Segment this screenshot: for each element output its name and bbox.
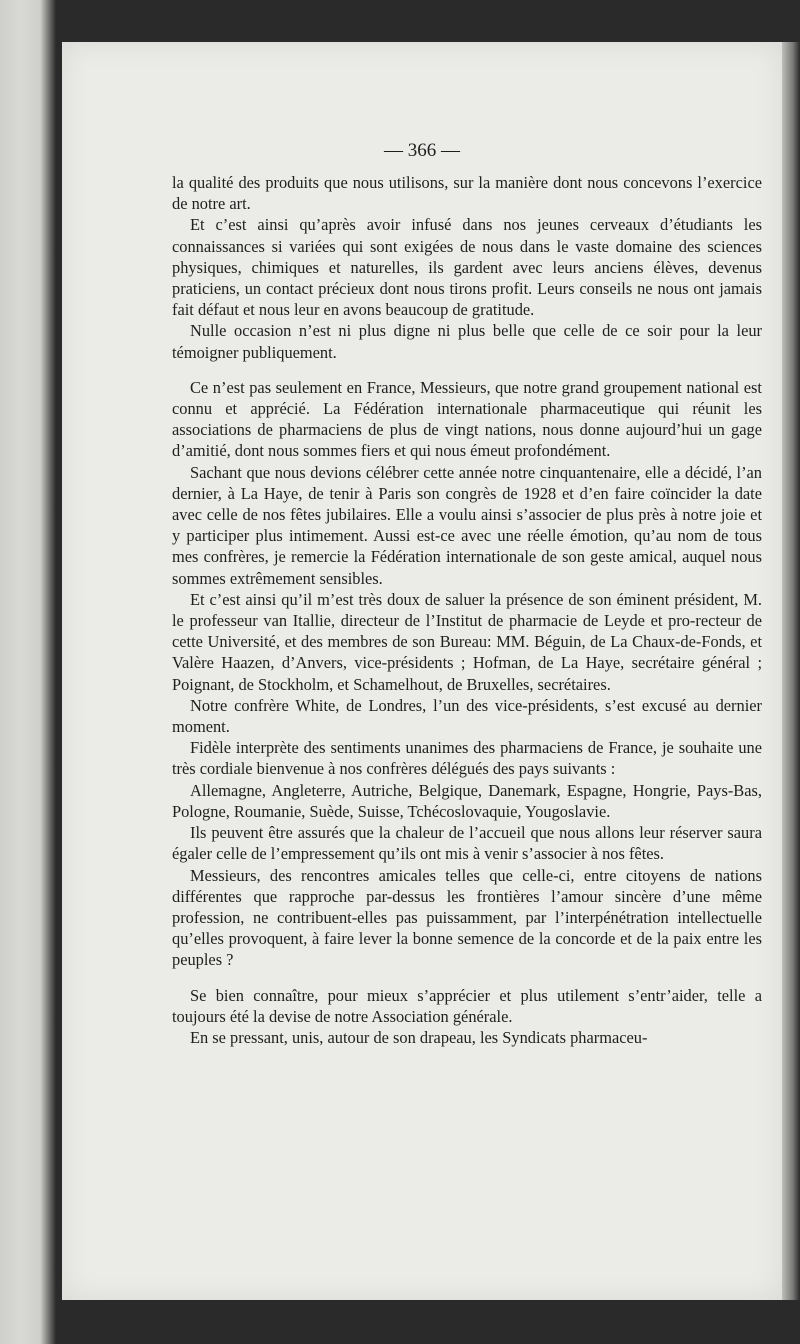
paragraph: la qualité des produits que nous utilisons, sur la manière dont nous concevons l’exercice de notre art. <box>172 173 762 214</box>
paragraph: Ils peuvent être assurés que la chaleur de l’accueil que nous allons leur réserver saura égaler celle de l’empressement qu’ils ont mis à venir s’associer à nos fêtes. <box>172 823 762 864</box>
paragraph: Nulle occasion n’est ni plus digne ni plus belle que celle de ce soir pour la leur témoigner publiquement. <box>172 321 762 362</box>
paragraph: Ce n’est pas seulement en France, Messieurs, que notre grand groupement national est connu et apprécié. La Fédération internationale pharmaceutique qui réunit les associations de pharmaciens de plus de vingt nations, nous donne aujourd’hui un gage d’amitié, dont nous sommes fiers et qui nous émeut profondément. <box>172 377 762 461</box>
paragraph: Messieurs, des rencontres amicales telles que celle-ci, entre citoyens de nations différentes que rapproche par-dessus les frontières l’amour sincère d’une même profession, ne contribuent-elles pas puissamment, par l’interpénétration intellectuelle qu’elles provoquent, à faire lever la bonne semence de la concorde et de la paix entre les peuples ? <box>172 865 762 970</box>
paragraph: Et c’est ainsi qu’après avoir infusé dans nos jeunes cerveaux d’étudiants les connaissances si variées qui sont exigées de nous dans le vaste domaine des sciences physiques, chimiques et naturelles, ils gardent avec leurs anciens élèves, devenus praticiens, un contact précieux dont nous tirons profit. Leurs conseils ne nous ont jamais fait défaut et nous leur en avons beaucoup de gratitude. <box>172 215 762 320</box>
paragraph: Et c’est ainsi qu’il m’est très doux de saluer la présence de son éminent président, M. le professeur van Itallie, directeur de l’Institut de pharmacie de Leyde et pro-recteur de cette Université, et des membres de son Bureau: MM. Béguin, de La Chaux-de-Fonds, et Valère Haazen, d’Anvers, vice-présidents ; Hofman, de La Haye, secrétaire général ; Poignant, de Stockholm, et Schamelhout, de Bruxelles, secrétaires. <box>172 589 762 694</box>
paragraph: En se pressant, unis, autour de son drapeau, les Syndicats pharmaceu- <box>190 1027 648 1047</box>
body-text <box>172 172 762 1048</box>
paragraph: Se bien connaître, pour mieux s’apprécier et plus utilement s’entr’aider, telle a toujours été la devise de notre Association générale. <box>172 985 762 1026</box>
page-number: — 366 — <box>384 140 460 161</box>
paragraph: Fidèle interprète des sentiments unanimes des pharmaciens de France, je souhaite une très cordiale bienvenue à nos confrères délégués des pays suivants : <box>172 738 762 779</box>
page-edge-shadow <box>782 42 800 1300</box>
paragraph: Allemagne, Angleterre, Autriche, Belgique, Danemark, Espagne, Hongrie, Pays-Bas, Pologne, Roumanie, Suède, Suisse, Tchécoslovaquie, Yougoslavie. <box>172 780 762 821</box>
paragraph: Notre confrère White, de Londres, l’un des vice-présidents, s’est excusé au dernier moment. <box>172 695 762 737</box>
paragraph: Sachant que nous devions célébrer cette année notre cinquantenaire, elle a décidé, l’an dernier, à La Haye, de tenir à Paris son congrès de 1928 et d’en faire coïncider la date avec celle de nos fêtes jubilaires. Elle a voulu ainsi s’associer de plus près à notre joie et y participer plus intimement. Aussi est-ce avec une réelle émotion, qu’au nom de tous mes confrères, je remercie la Fédération internationale de son geste amical, auquel nous sommes extrêmement sensibles. <box>172 462 762 588</box>
